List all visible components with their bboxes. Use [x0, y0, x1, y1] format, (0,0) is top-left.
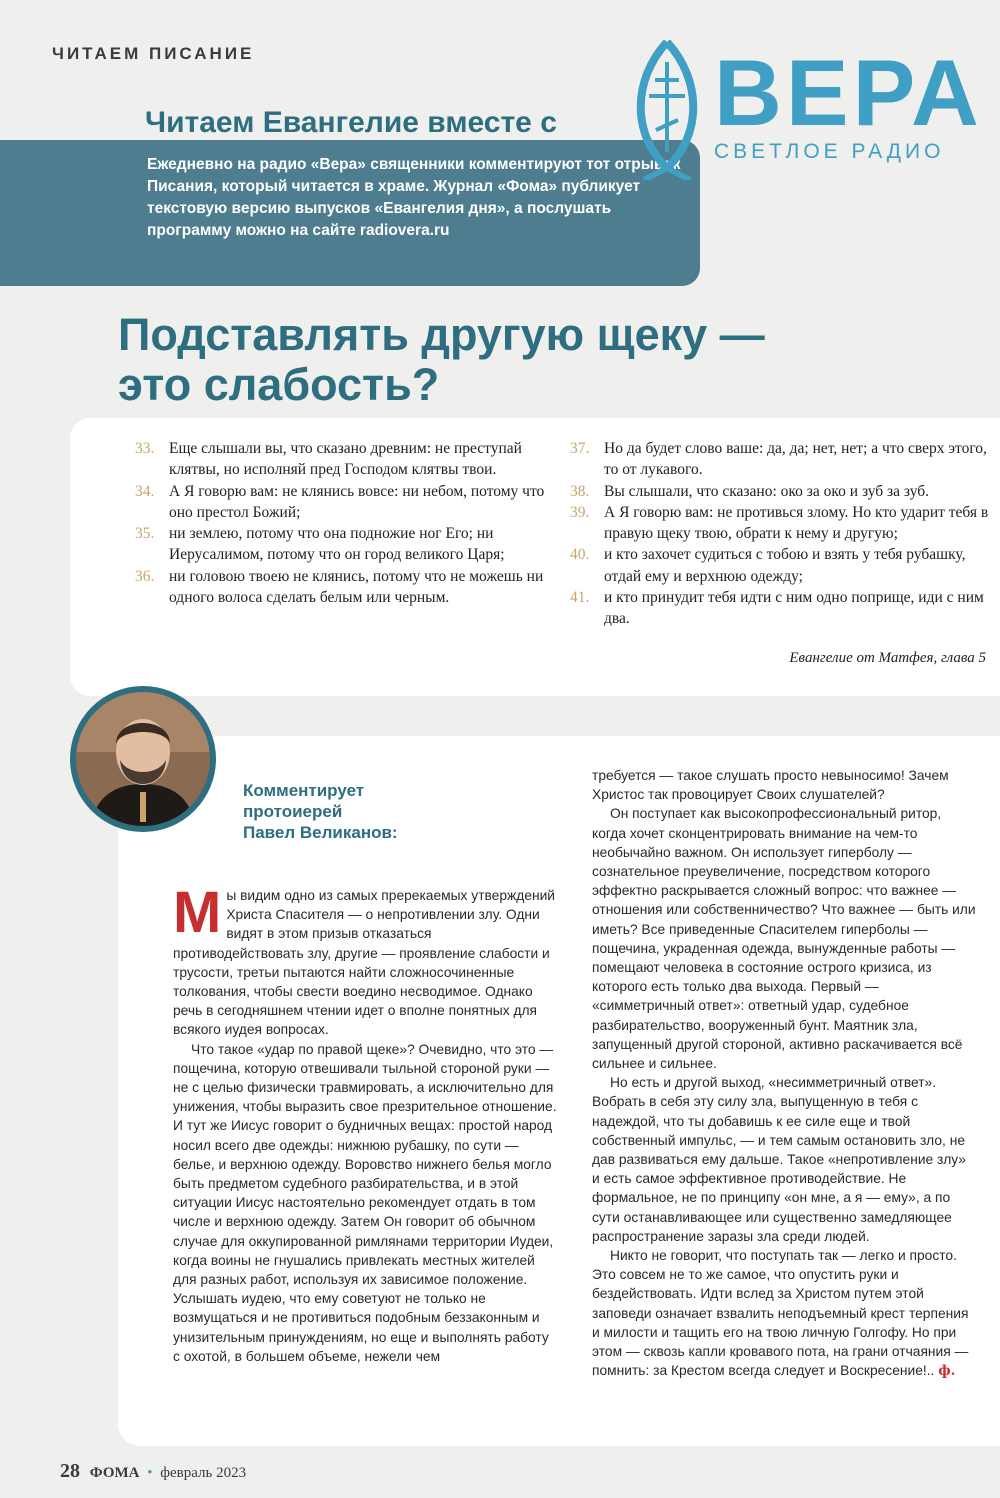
verse-text: и кто захочет судиться с тобою и взять у тебя рубашку, отдай ему и верхнюю одежду;	[604, 546, 966, 585]
dropcap: М	[173, 880, 222, 945]
verse	[135, 523, 555, 566]
commentator-line-3: Павел Великанов:	[243, 823, 398, 842]
intro-title: Читаем Евангелие вместе с	[145, 106, 557, 139]
scripture-citation: Евангелие от Матфея, глава 5	[789, 650, 986, 666]
comment-paragraph	[592, 1246, 977, 1381]
radio-vera-logo	[622, 40, 983, 180]
verse-text: ни головою твоею не клянись, потому что не можешь ни одного волоса сделать белым или черным.	[169, 567, 544, 607]
verse-text: и кто принудит тебя идти с ним одно поприще, иди с ним два.	[604, 589, 984, 628]
issue-date: февраль 2023	[160, 1465, 247, 1481]
comment-paragraph: Он поступает как высокопрофессиональный ритор, когда хочет сконцентрировать внимание на чем-то необычайно важном. Он использует гиперболу — сознательное преувеличение, посредством которого эффектно раскрывается сложный вопрос: что важнее — отношения или собственничество? Что важнее — быть или иметь? Все приведенные Спасителем гиперболы — пощечина, украденная одежда, вынужденные работы — помещают человека в состояние острого кризиса, из которого есть только два выхода. Первый — «симметричный ответ»: ответный удар, судебное разбирательство, вооруженный бунт. Маятник зла, запущенный другой стороной, активно раскачивается всё сильнее и сильнее.	[592, 806, 976, 1072]
verse-number: 39.	[570, 503, 590, 521]
priest-portrait-icon	[76, 692, 210, 826]
verse	[135, 481, 555, 524]
verse-text: А Я говорю вам: не противься злому. Но кто ударит тебя в правую щеку твою, обрати к нему и другую;	[604, 503, 989, 543]
comment-column-2	[592, 766, 977, 1382]
page-number: 28	[60, 1460, 80, 1482]
comment-column-1	[173, 880, 558, 1366]
footer-separator: •	[147, 1465, 153, 1481]
verse-number: 37.	[570, 440, 590, 457]
intro-text: Ежедневно на радио «Вера» священники комментируют тот отрывок Писания, который читается в храме. Журнал «Фома» публикует текстовую версию выпусков «Евангелия дня», а послушать программу можно на сайте radiovera.ru	[147, 156, 681, 239]
verse-text: Вы слышали, что сказано: око за око и зуб за зуб.	[604, 482, 930, 500]
headline-line-2: это слабость?	[118, 359, 440, 410]
verse	[570, 481, 990, 502]
scripture-column-left	[135, 438, 555, 608]
headline-line-1: Подставлять другую щеку —	[118, 309, 765, 360]
verse-text: Но да будет слово ваше: да, да; нет, нет; а что сверх этого, то от лукавого.	[604, 440, 987, 479]
verse	[570, 587, 990, 630]
logo-subtitle: СВЕТЛОЕ РАДИО	[714, 140, 945, 163]
fish-cross-icon	[622, 40, 712, 180]
intro-box	[0, 140, 700, 286]
comment-paragraph: Но есть и другой выход, «несимметричный ответ». Вобрать в себя эту силу зла, выпущенную в тебя с надеждой, что ты добавишь к ее силе еще и твой собственный импульс, — и тем самым остановить зло, не дав развиваться ему дальше. Такое «непротивление злу» и есть самое эффективное противодействие. Не формальное, не по принципу «он мне, а я — ему», а по сути останавливающее или существенно замедляющее распространение заразы зла среди людей.	[592, 1075, 966, 1244]
section-label: ЧИТАЕМ ПИСАНИЕ	[52, 44, 255, 63]
logo-word: ВЕРА	[714, 40, 983, 145]
magazine-name: ФОМА	[89, 1465, 140, 1481]
verse	[135, 566, 555, 609]
verse	[570, 502, 990, 545]
commentator-name	[243, 780, 398, 843]
verse-number: 40.	[570, 546, 590, 564]
end-mark: ф.	[938, 1363, 956, 1380]
avatar-photo	[76, 692, 210, 826]
comment-paragraph-text: ы видим одно из самых пререкаемых утверждений Христа Спасителя — о непротивлении злу. Одни видят в этом призыв отказаться противодействовать злу, другие — проявление слабости и трусости, третьи пытаются найти сложносочиненные толкования, чтобы свести воедино несводимое. Однако речь в сегодняшнем чтении идет о вполне понятных для всякого иудея вопросах.	[173, 888, 556, 1038]
verse-text: Еще слышали вы, что сказано древним: не преступай клятвы, но исполняй пред Господом клятвы твои.	[169, 440, 522, 479]
comment-paragraph-text: Никто не говорит, что поступать так — легко и просто. Это совсем не то же самое, что опустить руки и бездействовать. Идти вслед за Христом путем этой заповеди означает взвалить неподъемный крест терпения и милости и тащить его на твою личную Голгофу. Но при этом — сквозь капли кровавого пота, на грани отчаяния — помнить: за Крестом всегда следует и Воскресение!..	[592, 1248, 969, 1379]
verse	[570, 544, 990, 587]
headline	[118, 310, 918, 410]
verse-number: 35.	[135, 525, 155, 543]
page-footer	[60, 1460, 246, 1483]
verse-text: ни землею, потому что она подножие ног Его; ни Иерусалимом, потому что он город великого Царя;	[169, 525, 505, 564]
verse	[570, 438, 990, 481]
comment-paragraph: требуется — такое слушать просто невыносимо! Зачем Христос так провоцирует Своих слушателей?	[592, 768, 949, 803]
verse-text: А Я говорю вам: не клянись вовсе: ни небом, потому что оно престол Божий;	[169, 482, 545, 521]
commentator-line-1: Комментирует	[243, 781, 365, 800]
verse-number: 34.	[135, 482, 155, 500]
verse-number: 41.	[570, 589, 590, 607]
commentator-line-2: протоиерей	[243, 802, 343, 821]
comment-paragraph	[173, 880, 558, 1040]
verse-number: 38.	[570, 482, 590, 500]
verse-number: 33.	[135, 440, 155, 457]
scripture-panel	[70, 418, 1000, 696]
verse-number: 36.	[135, 567, 155, 585]
verse	[135, 438, 555, 481]
scripture-column-right	[570, 438, 990, 630]
avatar	[70, 686, 216, 832]
comment-paragraph: Что такое «удар по правой щеке»? Очевидно, что это — пощечина, которую отвешивали тыльной стороной руки — не с целью физически травмировать, а исключительно для унижения, чтобы выразить свое презрительное отношение. И тут же Иисус говорит о будничных вещах: простой народ носил всего две одежды: нижнюю рубашку, по сути — белье, и верхнюю одежду. Воровство нижнего белья могло быть предметом судебного разбирательства, и в этой ситуации Иисус настоятельно рекомендует отдать в том числе и верхнюю одежду. Затем Он говорит об обычном случае для оккупированной римлянами территории Иудеи, когда воины не гнушались привлекать местных жителей для разных работ, используя их зависимое положение. Услышать иудею, что ему советуют не только не возмущаться и не противиться подобным беззаконным и унизительным принуждениям, но еще и выполнять работу с охотой, в большем объеме, нежели чем	[173, 1041, 557, 1364]
